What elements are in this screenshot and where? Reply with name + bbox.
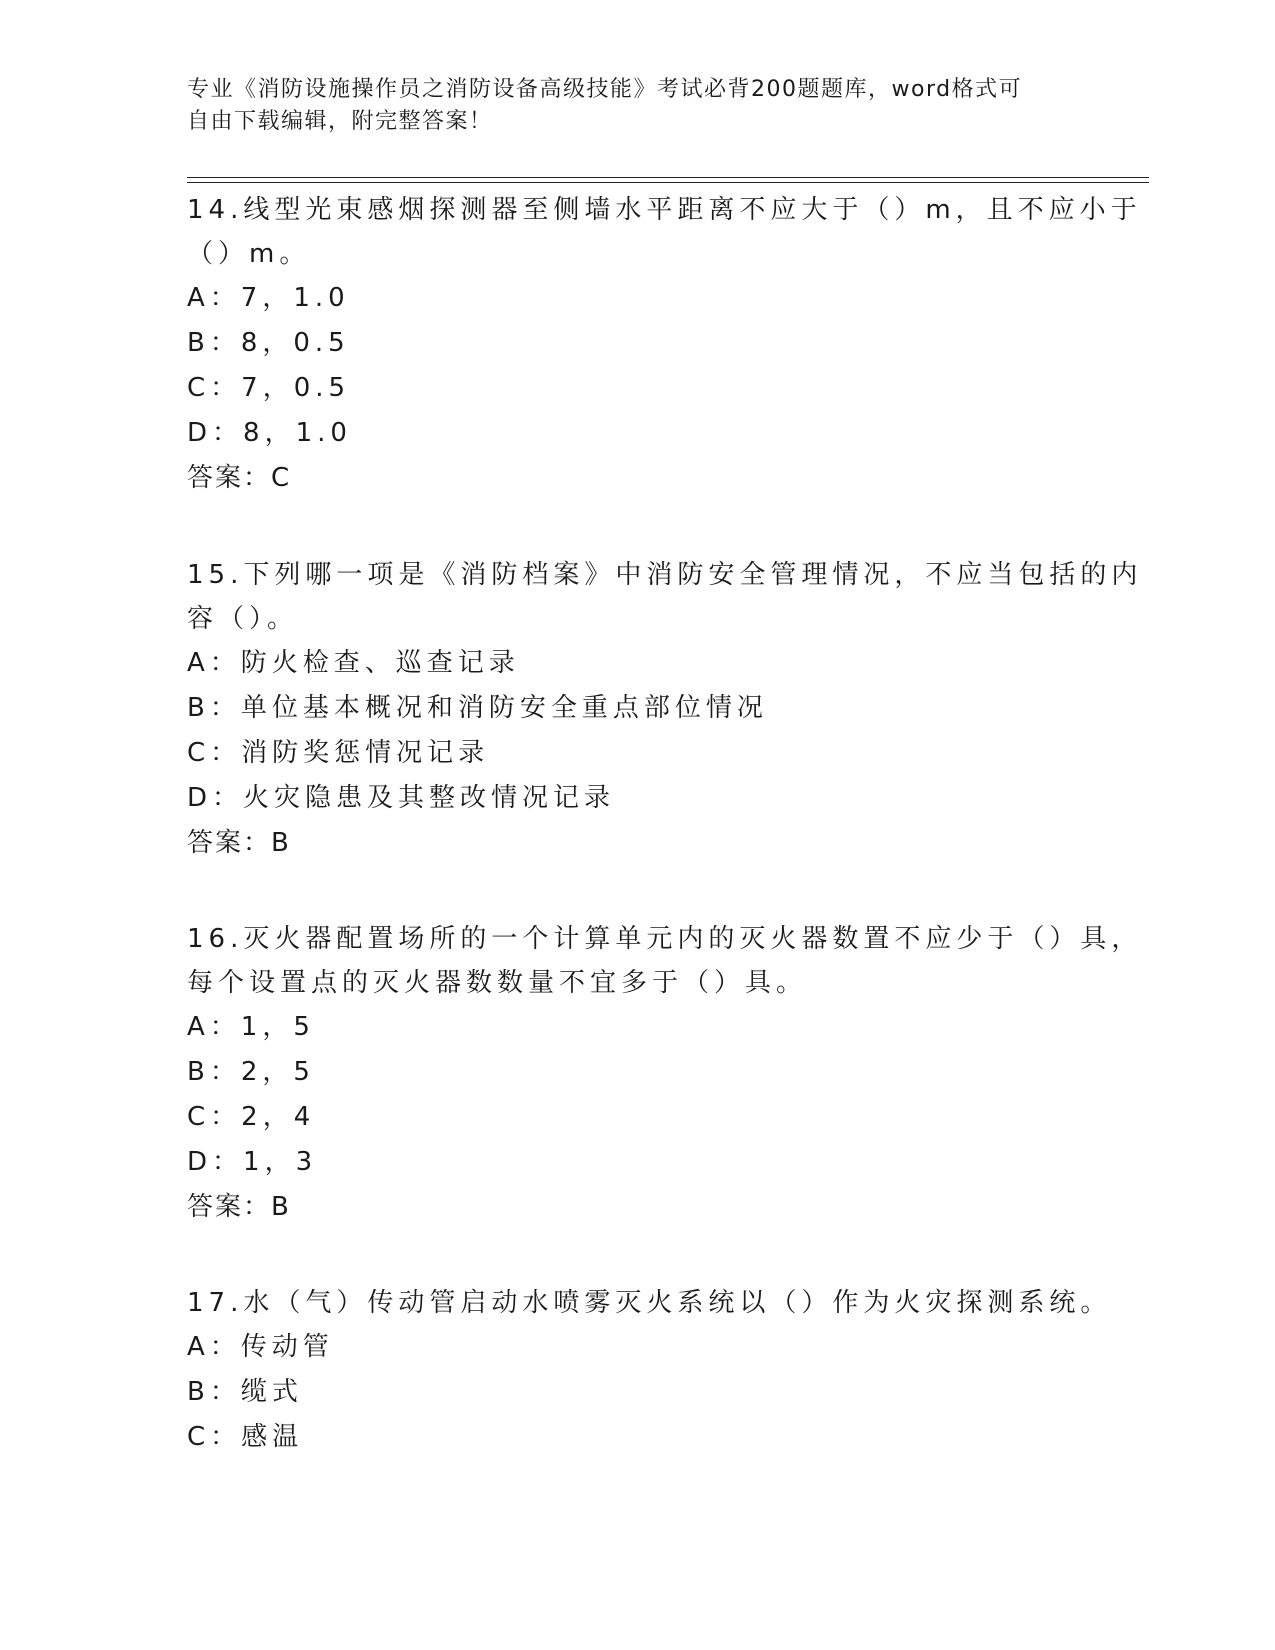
answer-label: 答案：B	[187, 828, 291, 858]
option-c: C：7，0.5	[187, 373, 351, 403]
header-divider-bottom	[187, 182, 1149, 183]
option-d: D：8，1.0	[187, 418, 352, 448]
question-stem-line: 17.水（气）传动管启动水喷雾灭火系统以（）作为火灾探测系统。	[187, 1288, 1112, 1318]
question-15	[187, 553, 1143, 865]
question-stem-line: 14.线型光束感烟探测器至侧墙水平距离不应大于（）m，且不应小于	[187, 195, 1142, 225]
question-stem-line: 每个设置点的灭火器数数量不宜多于（）具。	[187, 968, 808, 998]
option-c: C：感温	[187, 1422, 304, 1452]
option-a: A：7，1.0	[187, 283, 350, 313]
option-b: B：2，5	[187, 1057, 315, 1087]
option-d: D：1，3	[187, 1147, 318, 1177]
header-title-line-1: 专业《消防设施操作员之消防设备高级技能》考试必背200题题库，word格式可	[187, 77, 1023, 102]
option-c: C：消防奖惩情况记录	[187, 738, 490, 768]
option-c: C：2，4	[187, 1102, 316, 1132]
question-stem-line: 16.灭火器配置场所的一个计算单元内的灭火器数置不应少于（）具，	[187, 924, 1143, 954]
document-header	[187, 74, 1067, 138]
option-d: D：火灾隐患及其整改情况记录	[187, 783, 616, 813]
question-stem-line: 容（）。	[187, 604, 299, 634]
option-a: A：1，5	[187, 1012, 315, 1042]
answer-label: 答案：B	[187, 1192, 291, 1222]
option-b: B：单位基本概况和消防安全重点部位情况	[187, 693, 768, 723]
header-title-line-2: 自由下载编辑，附完整答案！	[187, 109, 493, 134]
option-b: B：8，0.5	[187, 328, 350, 358]
question-stem-line: 15.下列哪一项是《消防档案》中消防安全管理情况，不应当包括的内	[187, 560, 1143, 590]
question-16	[187, 917, 1143, 1229]
header-divider-top	[187, 177, 1149, 178]
question-stem-line: （）m。	[187, 239, 311, 269]
question-17	[187, 1281, 1112, 1460]
question-14	[187, 188, 1142, 500]
answer-label: 答案：C	[187, 463, 292, 493]
option-b: B：缆式	[187, 1377, 303, 1407]
option-a: A：防火检查、巡查记录	[187, 648, 520, 678]
option-a: A：传动管	[187, 1332, 334, 1362]
